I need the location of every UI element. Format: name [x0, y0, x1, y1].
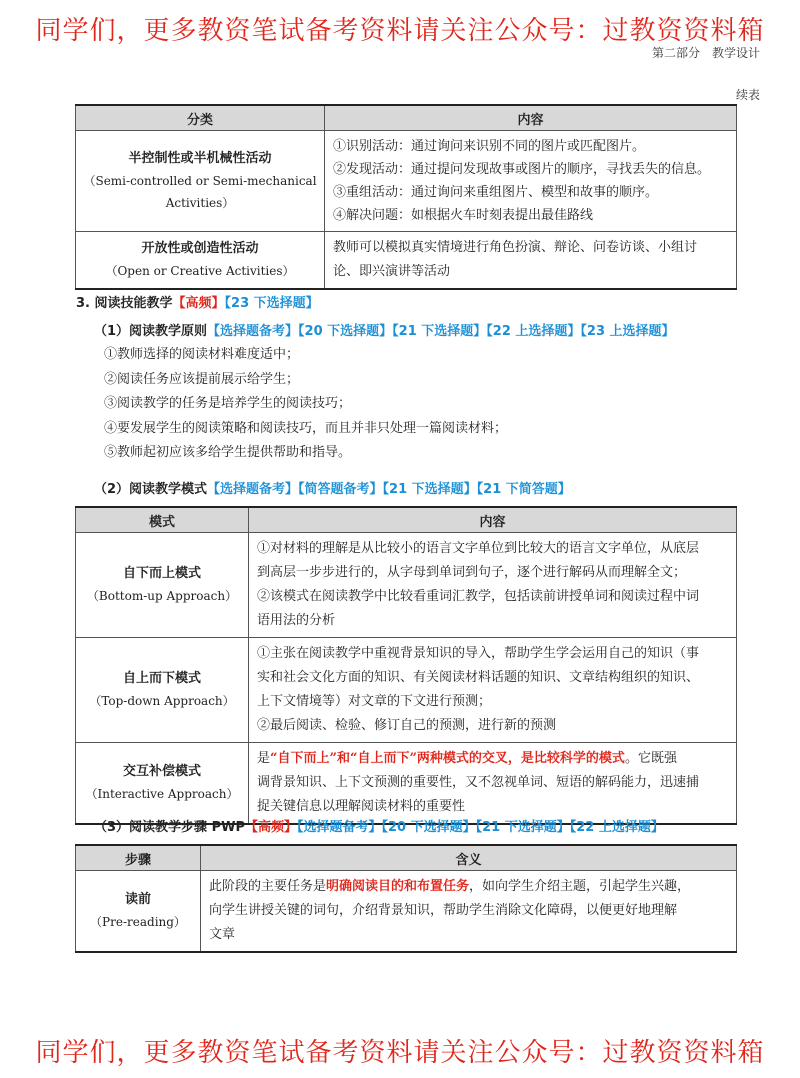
category-en: （Open or Creative Activities）	[105, 264, 295, 278]
list-item: ③重组活动：通过询问来重组图片、模型和故事的顺序。	[333, 185, 659, 200]
header-content: 内容	[325, 105, 737, 131]
model-cn: 自下而上模式	[122, 566, 201, 581]
content-line: 捉关键信息以理解阅读材料的重要性	[257, 799, 466, 814]
table-row	[76, 232, 737, 290]
content-line: 教师可以模拟真实情境进行角色扮演、辩论、问卷访谈、小组讨	[333, 240, 698, 255]
subsection-title: （1）阅读教学原则	[94, 324, 208, 339]
header-content: 内容	[249, 507, 737, 533]
subsection-3-heading	[94, 816, 664, 835]
running-header: 第二部分 教学设计	[651, 46, 760, 60]
header-model: 模式	[76, 507, 249, 533]
content-line	[209, 875, 728, 899]
content-cell	[249, 743, 737, 825]
subsection-2-heading	[94, 478, 571, 497]
exam-tags: 【选择题备考】【简答题备考】【21 下选择题】【21 下简答题】	[207, 482, 571, 497]
content-cell	[201, 871, 737, 953]
text-segment: ，如向学生介绍主题，引起学生兴趣，	[469, 879, 691, 894]
activity-table	[75, 104, 737, 290]
tag-high-frequency: 【高频】	[244, 820, 297, 835]
content-line: ①主张在阅读教学中重视背景知识的导入，帮助学生学会运用自己的知识（事	[257, 646, 700, 661]
list-item: ②发现活动：通过提问发现故事或图片的顺序，寻找丢失的信息。	[333, 162, 711, 177]
step-cn: 读前	[124, 892, 151, 907]
category-en: （Semi-controlled or Semi-mechanical	[83, 174, 317, 188]
content-line: 到高层一步步进行的，从字母到单词到句子，逐个进行解码从而理解全文；	[257, 565, 687, 580]
table-row	[76, 871, 737, 953]
table-row	[76, 638, 737, 743]
content-line: ②最后阅读、检验、修订自己的预测，进行新的预测	[257, 718, 557, 733]
model-en: （Bottom-up Approach）	[86, 589, 238, 603]
table-row	[76, 131, 737, 232]
subsection-title: （2）阅读教学模式	[94, 482, 208, 497]
table-header-row	[76, 105, 737, 131]
step-cell	[76, 871, 201, 953]
content-line: ①对材料的理解是从比较小的语言文字单位到比较大的语言文字单位，从底层	[257, 541, 700, 556]
content-line: 调背景知识、上下文预测的重要性，又不忽视单词、短语的解码能力，迅速捕	[257, 775, 700, 790]
subsection-1-heading	[94, 320, 675, 339]
exam-tags: 【选择题备考】【20 下选择题】【21 下选择题】【22 上选择题】【23 上选择题】	[207, 324, 675, 339]
list-item: ②阅读任务应该提前展示给学生；	[104, 371, 300, 387]
content-cell	[325, 131, 737, 232]
top-banner: 同学们，更多教资笔试备考资料请关注公众号：过教资资料箱	[35, 16, 765, 46]
model-en: （Top-down Approach）	[89, 694, 235, 708]
category-cell	[76, 131, 325, 232]
step-en: （Pre-reading）	[90, 915, 186, 929]
tag-high-frequency: 【高频】	[172, 296, 225, 311]
table-row	[76, 533, 737, 638]
reading-model-table	[75, 506, 737, 825]
content-line: ②该模式在阅读教学中比较看重词汇教学，包括读前讲授单词和阅读过程中词	[257, 589, 700, 604]
pwp-step-table	[75, 844, 737, 953]
section-3-heading	[76, 292, 319, 311]
subsection-title: （3）阅读教学步骤 PWP	[94, 820, 245, 835]
table-header-row	[76, 845, 737, 871]
header-meaning: 含义	[201, 845, 737, 871]
text-segment: 。它既强	[624, 751, 677, 766]
content-line	[257, 747, 728, 771]
highlight-text: “自下而上”和“自上而下”两种模式的交叉，是比较科学的模式	[270, 751, 625, 766]
highlight-text: 明确阅读目的和布置任务	[326, 879, 470, 894]
category-cn: 半控制性或半机械性活动	[128, 151, 272, 166]
table-header-row	[76, 507, 737, 533]
content-line: 论、即兴演讲等活动	[333, 264, 451, 279]
content-cell	[249, 638, 737, 743]
model-cn: 自上而下模式	[122, 671, 201, 686]
list-item: ①识别活动：通过询问来识别不同的图片或匹配图片。	[333, 139, 646, 154]
model-en: （Interactive Approach）	[85, 787, 239, 801]
model-cell	[76, 533, 249, 638]
text-segment: 是	[257, 751, 271, 766]
content-line: 向学生讲授关键的词句，介绍背景知识，帮助学生消除文化障碍，以便更好地理解	[209, 903, 678, 918]
continued-label: 续表	[735, 88, 760, 102]
category-cell	[76, 232, 325, 290]
section-title: 3. 阅读技能教学	[76, 296, 173, 311]
content-line: 实和社会文化方面的知识、有关阅读材料话题的知识、文章结构组织的知识、	[257, 670, 700, 685]
content-line: 语用法的分析	[257, 613, 336, 628]
header-category: 分类	[76, 105, 325, 131]
category-en: Activities）	[165, 196, 235, 210]
exam-tags: 【选择题备考】【20 下选择题】【21 下选择题】【22 上选择题】	[296, 820, 664, 835]
list-item: ①教师选择的阅读材料难度适中；	[104, 347, 300, 362]
header-step: 步骤	[76, 845, 201, 871]
text-segment: 此阶段的主要任务是	[209, 879, 327, 894]
content-cell	[249, 533, 737, 638]
model-cn: 交互补偿模式	[122, 764, 201, 779]
model-cell	[76, 638, 249, 743]
list-item: ④要发展学生的阅读策略和阅读技巧，而且并非只处理一篇阅读材料；	[104, 420, 508, 436]
content-cell	[325, 232, 737, 290]
table-row	[76, 743, 737, 825]
principles-list	[104, 343, 507, 466]
list-item: ④解决问题：如根据火车时刻表提出最佳路线	[333, 208, 594, 223]
list-item: ③阅读教学的任务是培养学生的阅读技巧；	[104, 396, 352, 411]
content-line: 文章	[209, 927, 236, 942]
exam-tags: 【23 下选择题】	[224, 296, 319, 311]
list-item: ⑤教师起初应该多给学生提供帮助和指导。	[104, 445, 352, 460]
content-line: 上下文情境等）对文章的下文进行预测；	[257, 694, 492, 709]
category-cn: 开放性或创造性活动	[141, 241, 259, 256]
model-cell	[76, 743, 249, 825]
bottom-banner: 同学们，更多教资笔试备考资料请关注公众号：过教资资料箱	[35, 1038, 765, 1068]
